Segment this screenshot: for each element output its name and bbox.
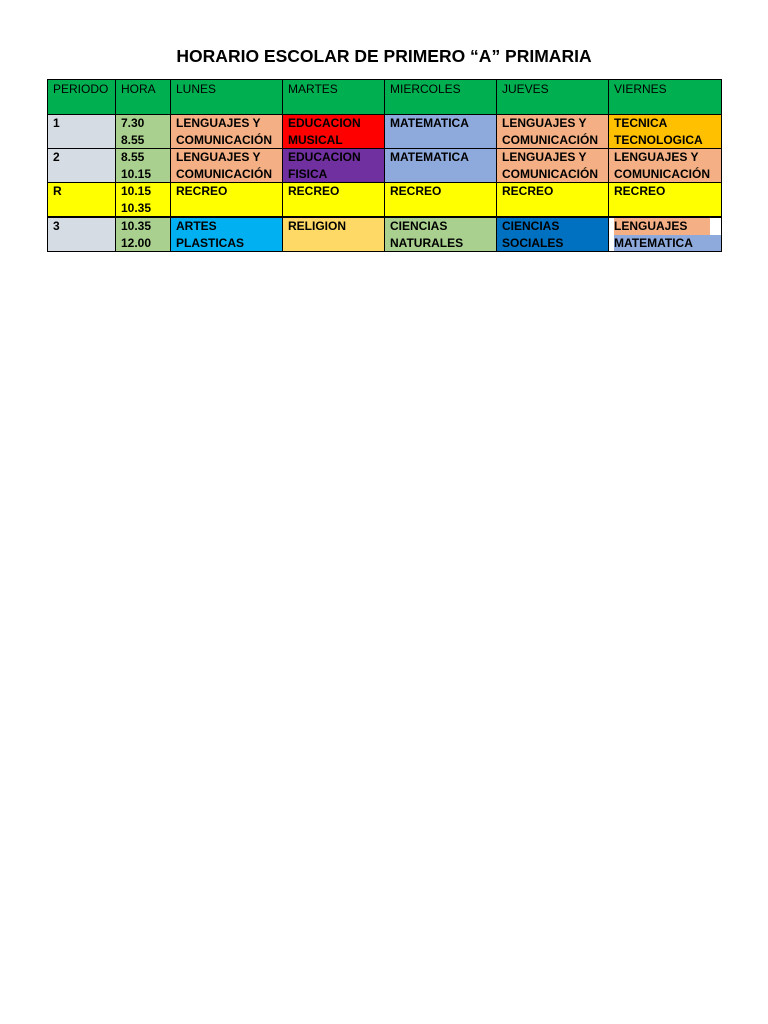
miercoles-cell: RECREO bbox=[385, 183, 497, 218]
jueves-cell: LENGUAJES Y COMUNICACIÓN bbox=[497, 149, 609, 183]
periodo-cell: 3 bbox=[48, 217, 116, 252]
header-viernes: VIERNES bbox=[609, 80, 722, 115]
jueves-cell: RECREO bbox=[497, 183, 609, 218]
martes-cell: RELIGION bbox=[283, 217, 385, 252]
martes-cell: EDUCACION MUSICAL bbox=[283, 115, 385, 149]
table-row bbox=[48, 149, 722, 183]
lunes-cell: ARTES PLASTICAS bbox=[171, 217, 283, 252]
viernes-cell: TECNICA TECNOLOGICA bbox=[609, 115, 722, 149]
martes-cell: RECREO bbox=[283, 183, 385, 218]
lunes-cell: LENGUAJES Y COMUNICACIÓN bbox=[171, 149, 283, 183]
periodo-cell: 1 bbox=[48, 115, 116, 149]
lunes-cell: LENGUAJES Y COMUNICACIÓN bbox=[171, 115, 283, 149]
table-row bbox=[48, 115, 722, 149]
hora-cell: 8.55 10.15 bbox=[116, 149, 171, 183]
jueves-cell: LENGUAJES Y COMUNICACIÓN bbox=[497, 115, 609, 149]
header-hora: HORA bbox=[116, 80, 171, 115]
miercoles-cell: MATEMATICA bbox=[385, 149, 497, 183]
hora-cell: 10.15 10.35 bbox=[116, 183, 171, 218]
periodo-cell: 2 bbox=[48, 149, 116, 183]
viernes-cell: RECREO bbox=[609, 183, 722, 218]
header-martes: MARTES bbox=[283, 80, 385, 115]
miercoles-cell: CIENCIAS NATURALES bbox=[385, 217, 497, 252]
hora-cell: 7.30 8.55 bbox=[116, 115, 171, 149]
header-lunes: LUNES bbox=[171, 80, 283, 115]
header-row bbox=[48, 80, 722, 115]
lunes-cell: RECREO bbox=[171, 183, 283, 218]
viernes-cell: LENGUAJES MATEMATICA bbox=[609, 217, 722, 252]
viernes-cell: LENGUAJES Y COMUNICACIÓN bbox=[609, 149, 722, 183]
table-row bbox=[48, 217, 722, 252]
page-title: HORARIO ESCOLAR DE PRIMERO “A” PRIMARIA bbox=[176, 46, 592, 66]
martes-cell: EDUCACION FISICA bbox=[283, 149, 385, 183]
periodo-cell: R bbox=[48, 183, 116, 218]
header-jueves: JUEVES bbox=[497, 80, 609, 115]
jueves-cell: CIENCIAS SOCIALES bbox=[497, 217, 609, 252]
schedule-table bbox=[47, 79, 722, 252]
header-periodo: PERIODO bbox=[48, 80, 116, 115]
header-miercoles: MIERCOLES bbox=[385, 80, 497, 115]
hora-cell: 10.35 12.00 bbox=[116, 217, 171, 252]
miercoles-cell: MATEMATICA bbox=[385, 115, 497, 149]
table-row bbox=[48, 183, 722, 218]
